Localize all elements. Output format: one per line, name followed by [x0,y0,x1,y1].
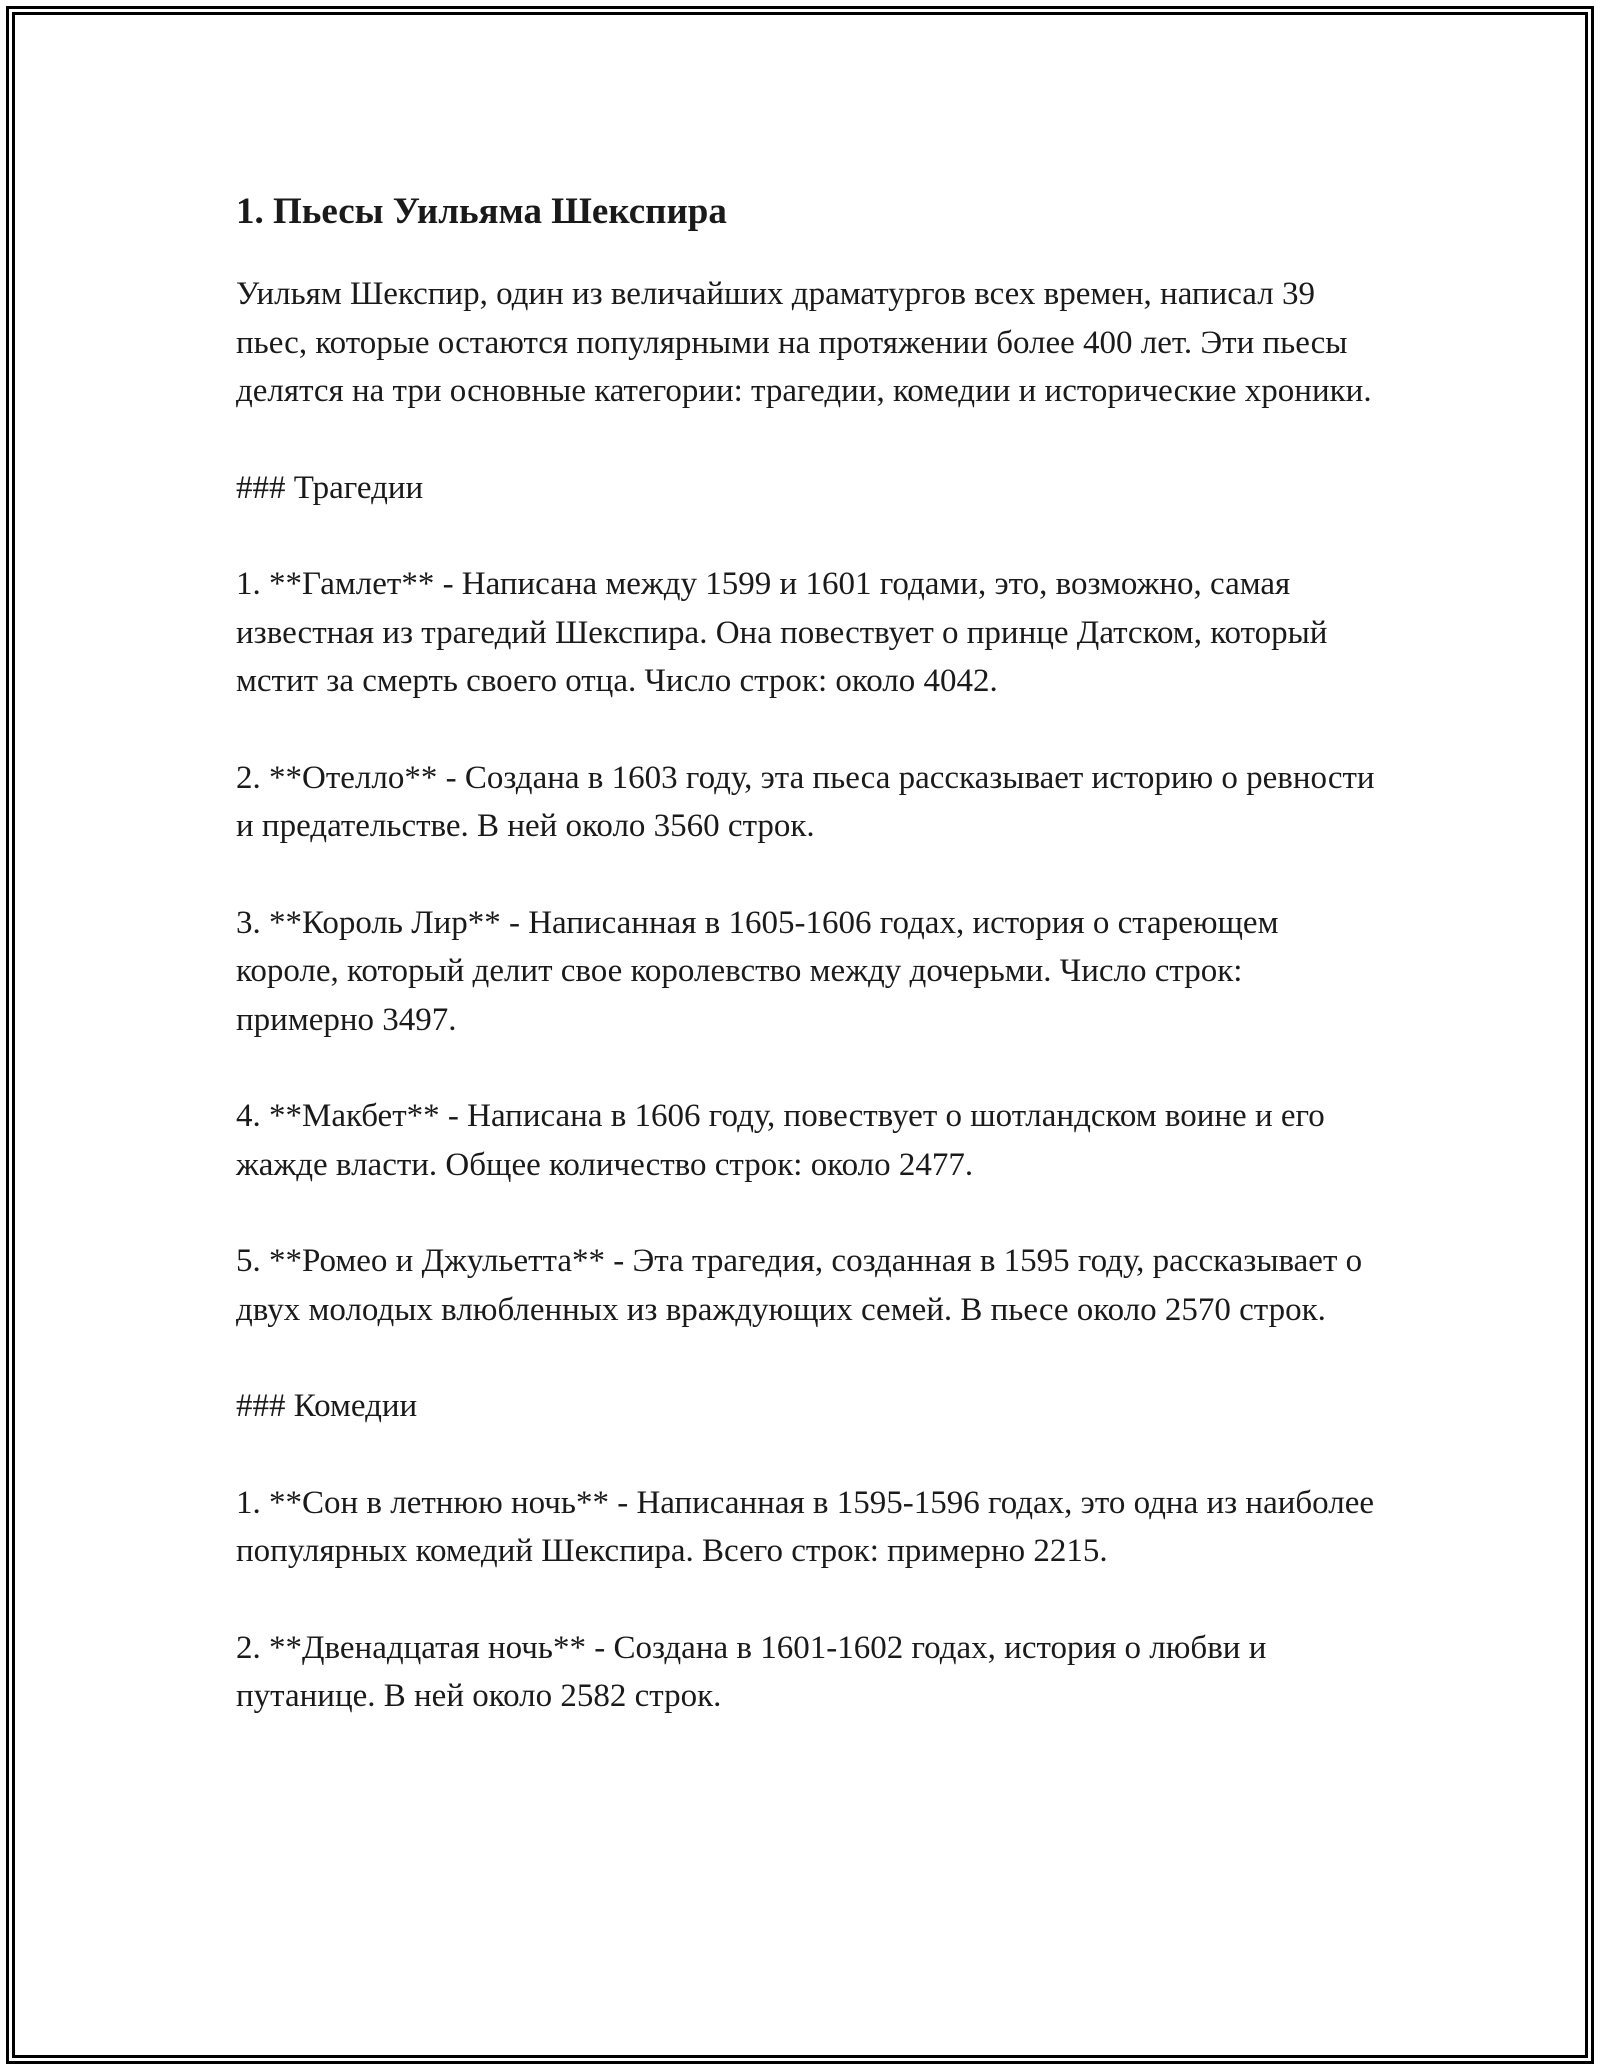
list-item-king-lear: 3. **Король Лир** - Написанная в 1605-1606 годах, история о стареющем короле, который делит свое королевство между дочерьми. Число строк: примерно 3497. [236,904,1279,1038]
intro-paragraph: Уильям Шекспир, один из величайших драматургов всех времен, написал 39 пьес, которые остаются популярными на протяжении более 400 лет. Эти пьесы делятся на три основные категории: трагедии, комедии и исторические хроники. [236,276,1372,409]
list-item-othello: 2. **Отелло** - Создана в 1603 году, эта пьеса рассказывает историю о ревности и предательстве. В ней около 3560 строк. [236,759,1375,844]
list-item-romeo-and-juliet: 5. **Ромео и Джульетта** - Эта трагедия, созданная в 1595 году, рассказывает о двух молодых влюбленных из враждующих семей. В пьесе около 2570 строк. [236,1243,1363,1328]
list-item-hamlet: 1. **Гамлет** - Написана между 1599 и 1601 годами, это, возможно, самая известная из трагедий Шекспира. Она повествует о принце Датском, который мстит за смерть своего отца. Число строк: около 4042. [236,566,1328,699]
list-item-macbeth: 4. **Макбет** - Написана в 1606 году, повествует о шотландском воине и его жажде власти. Общее количество строк: около 2477. [236,1098,1325,1183]
document-page [236,188,1376,1769]
list-item-twelfth-night: 2. **Двенадцатая ночь** - Создана в 1601-1602 годах, история о любви и путанице. В ней около 2582 строк. [236,1629,1267,1714]
section-heading-tragedies: ### Трагедии [236,469,424,506]
document-title: 1. Пьесы Уильяма Шекспира [236,191,727,232]
section-heading-comedies: ### Комедии [236,1388,418,1424]
list-item-midsummer-nights-dream: 1. **Сон в летнюю ночь** - Написанная в 1595-1596 годах, это одна из наиболее популярных комедий Шекспира. Всего строк: примерно 2215. [236,1484,1375,1569]
